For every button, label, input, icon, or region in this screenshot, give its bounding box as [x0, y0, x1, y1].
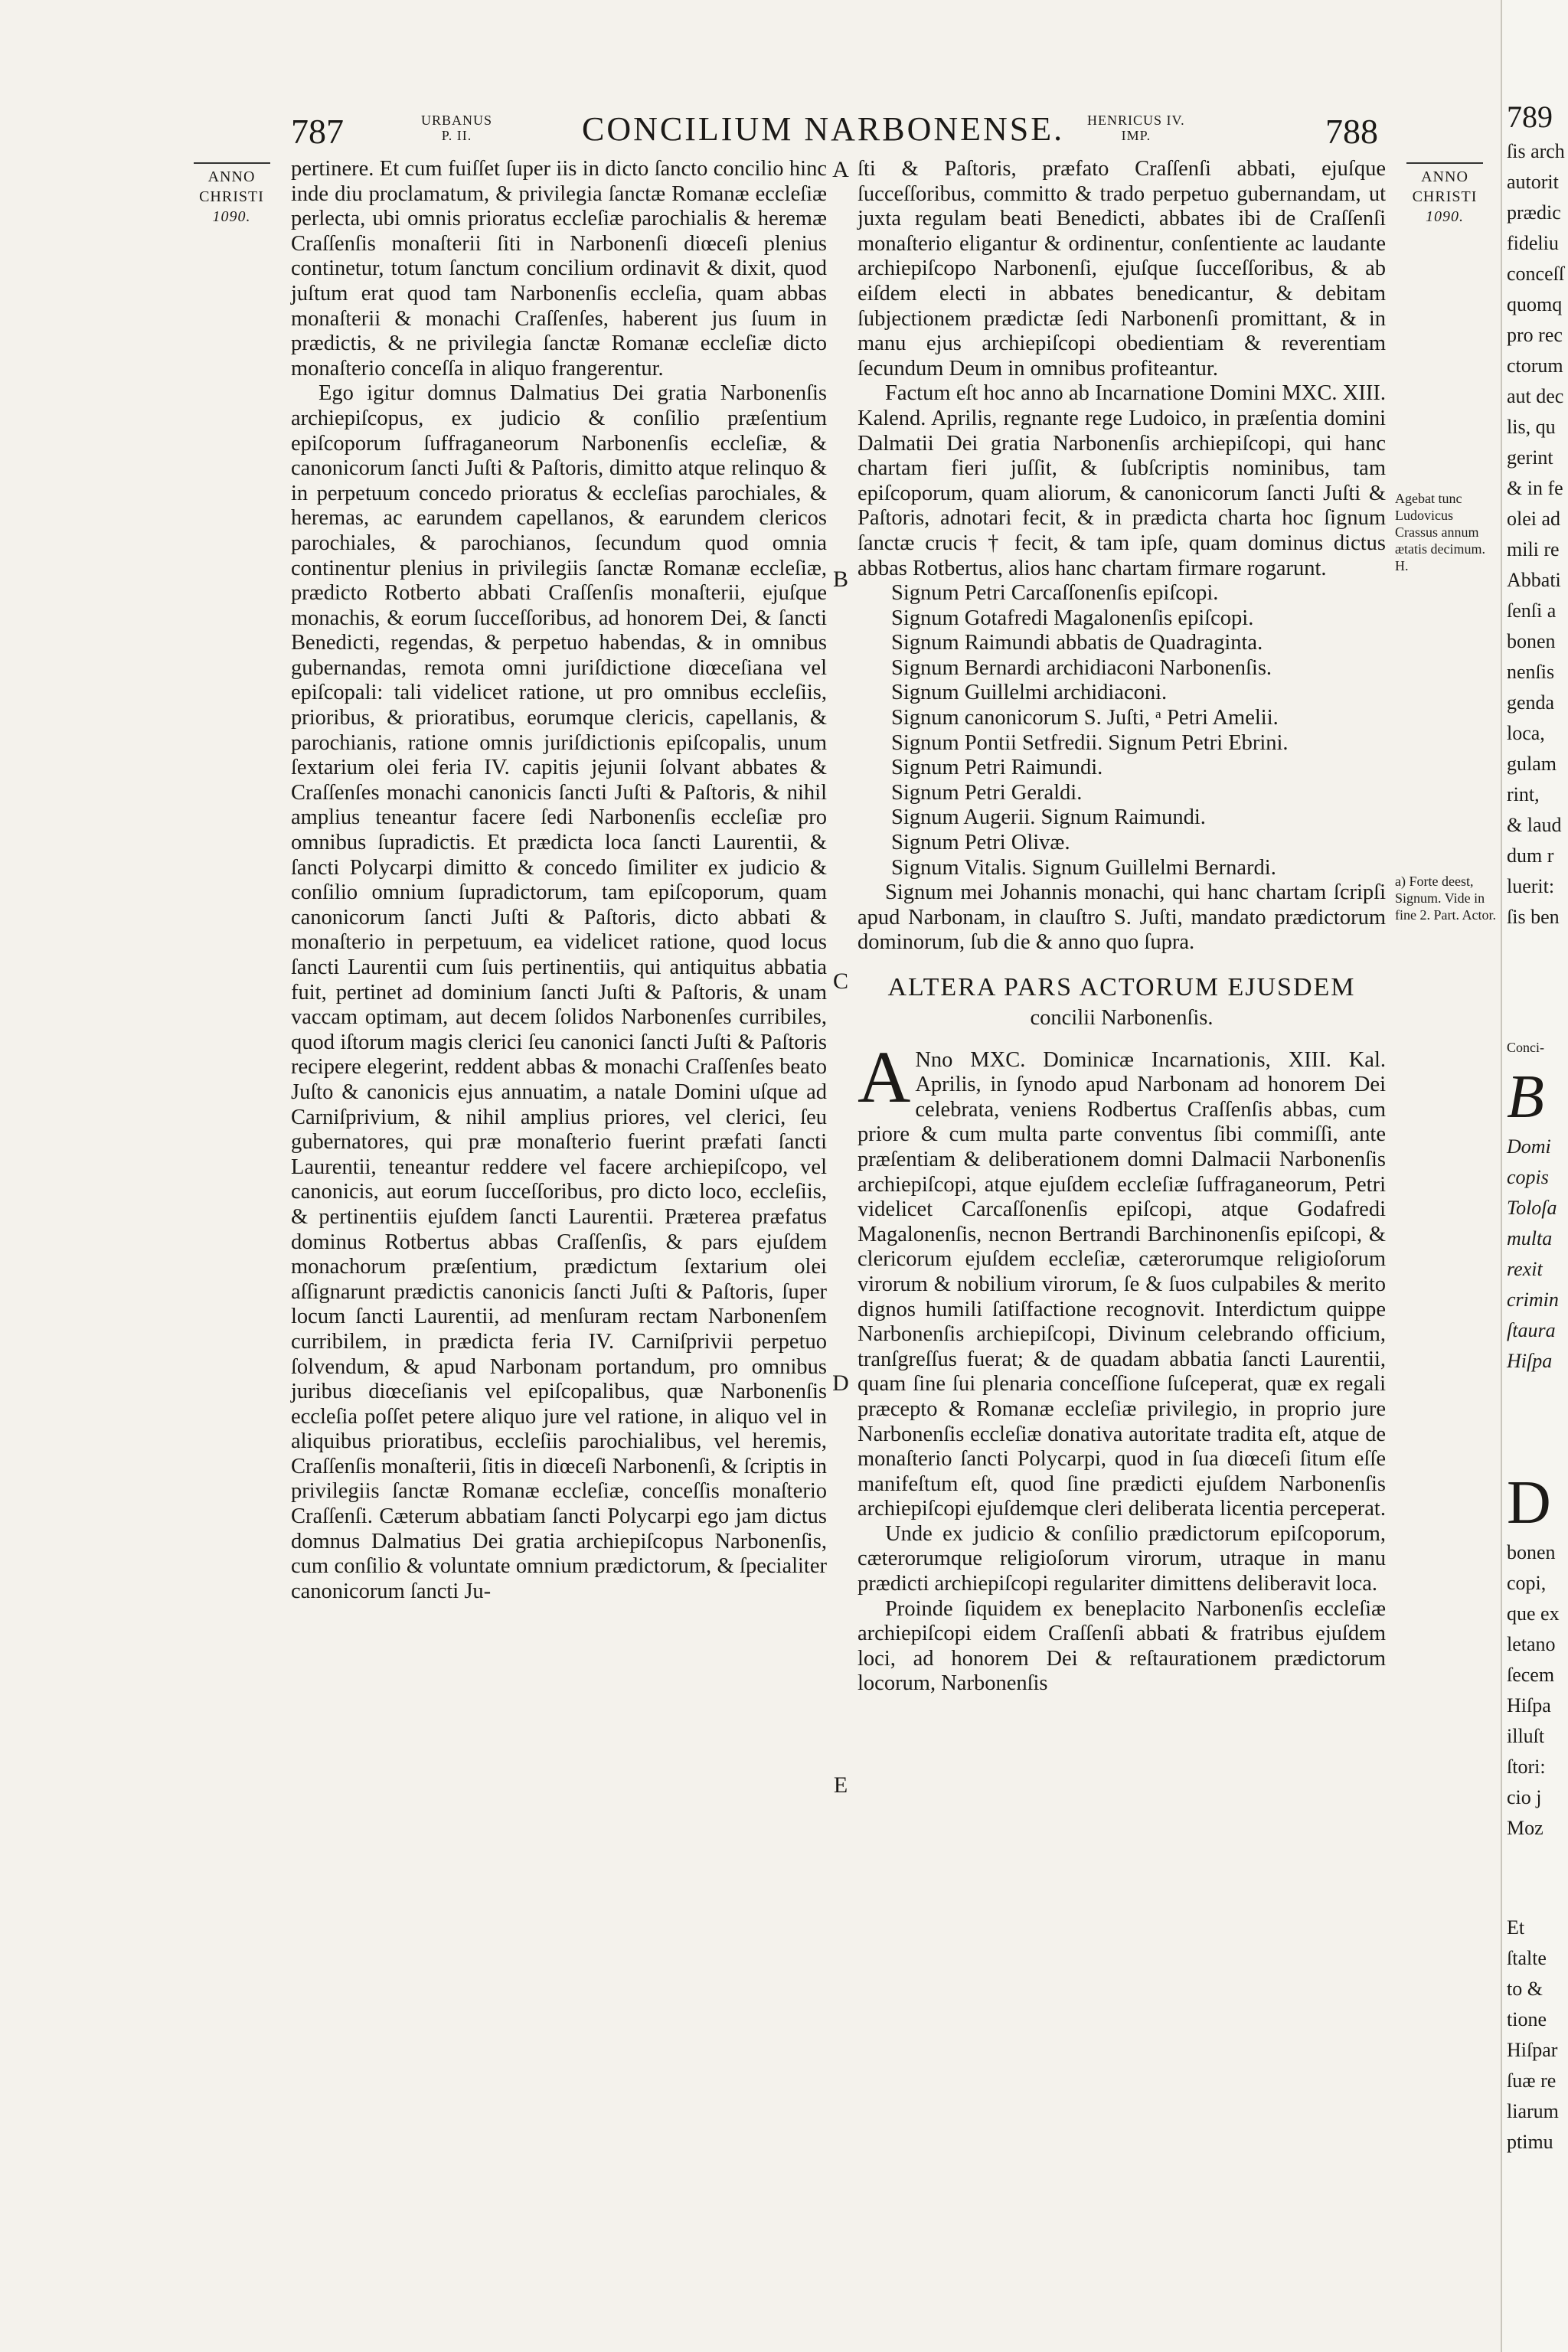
- margin-year-anno: ANNO: [1421, 168, 1468, 185]
- text-column-left: [291, 157, 827, 1604]
- edge-fragment: loca,: [1507, 722, 1545, 744]
- pope-name: URBANUS: [421, 113, 493, 128]
- edge-fragment: pro rec: [1507, 324, 1563, 346]
- section-marker-d: D: [832, 1370, 849, 1396]
- edge-fragment: & laud: [1507, 814, 1562, 836]
- margin-year-christi: CHRISTI: [199, 188, 264, 205]
- signature-line: Signum Guillelmi archidiaconi.: [891, 681, 1168, 705]
- edge-fragment: que ex: [1507, 1602, 1560, 1625]
- edge-fragment: lis, qu: [1507, 416, 1556, 438]
- signature-line: Signum Petri Geraldi.: [891, 780, 1083, 805]
- page-number-right: 788: [1325, 112, 1378, 151]
- edge-fragment: letano: [1507, 1633, 1556, 1655]
- next-page-fragments: [1502, 136, 1568, 933]
- edge-fragment: liarum: [1507, 2100, 1559, 2122]
- edge-fragment: ſtalte: [1507, 1947, 1547, 1969]
- edge-fragment: tione: [1507, 2008, 1547, 2030]
- signature-line: Signum Pontii Setfredii. Signum Petri Ebrini.: [891, 730, 1289, 755]
- edge-fragment: Toloſa: [1507, 1197, 1557, 1219]
- section-title: ALTERA PARS ACTORUM EJUSDEM: [887, 973, 1356, 1001]
- signature-line: Signum Petri Carcaſſonenſis epiſcopi.: [891, 581, 1219, 606]
- text-column-right: [858, 157, 1386, 1697]
- paragraph: Unde ex judicio & conſilio prædictorum epiſcoporum, cæterorumque religioſorum virorum, utraque in manu prædicti archiepiſcopi regulariter dimittens deliberavit loca.: [858, 1521, 1386, 1596]
- section-marker-c: C: [832, 969, 848, 994]
- edge-fragment: ſecem: [1507, 1664, 1555, 1686]
- edge-fragment: Hiſpar: [1507, 2039, 1558, 2061]
- paragraph: Proinde ſiquidem ex beneplacito Narbonenſis eccleſiæ archiepiſcopi eidem Craſſenſi abbati & fratribus ejuſdem loci, ad honorem Dei & reſtaurationem prædictorum locorum, Narbonenſis: [858, 1596, 1386, 1696]
- margin-year-value: 1090.: [1426, 208, 1464, 225]
- margin-year-christi: CHRISTI: [1412, 188, 1478, 205]
- section-marker-b: B: [832, 567, 848, 592]
- edge-fragment: nenſis: [1507, 661, 1555, 683]
- paragraph: Factum eſt hoc anno ab Incarnatione Domini MXC. XIII. Kalend. Aprilis, regnante rege Ludoico, in præſentia domini Dalmatii Dei gratia Narbonenſis archiepiſcopi, qui hanc chartam fieri juſſit, & ſubſcriptis nominibus, tam epiſcoporum, quam aliorum, & canonicorum ſancti Juſti & Paſtoris, adnotari fecit, & in prædicta charta hoc ſignum ſanctæ crucis † fecit, & tam ipſe, quam dominus dictus abbas Rotbertus, alios hanc chartam firmare rogarunt.: [858, 381, 1386, 580]
- edge-fragment: genda: [1507, 691, 1555, 714]
- signature-line: Signum canonicorum S. Juſti, ᵃ Petri Amelii.: [891, 706, 1279, 730]
- emperor-name: HENRICUS IV.: [1087, 113, 1185, 128]
- signature-line: Signum Vitalis. Signum Guillelmi Bernardi.: [891, 855, 1276, 880]
- edge-fragment: to &: [1507, 1978, 1543, 2000]
- page-number-left: 787: [291, 112, 344, 151]
- section-marker-e: E: [833, 1772, 848, 1798]
- edge-fragment: gerint: [1507, 446, 1553, 469]
- margin-year-left: [180, 162, 283, 227]
- emperor-heading: [1087, 113, 1185, 143]
- margin-year-anno: ANNO: [207, 168, 256, 185]
- edge-fragment: ſis arch: [1507, 140, 1565, 162]
- signature-list: [858, 581, 1386, 880]
- edge-fragment: prædic: [1507, 201, 1561, 224]
- pope-heading: [421, 113, 492, 143]
- margin-year-right: [1395, 162, 1494, 227]
- edge-fragment: rint,: [1507, 783, 1540, 805]
- margin-note-agebat: Agebat tunc Ludovicus Crassus annum ætatis decimum. H.: [1395, 491, 1485, 573]
- edge-fragment: ptimu: [1507, 2131, 1553, 2153]
- edge-fragment: ſis ben: [1507, 906, 1560, 928]
- paragraph: Ego igitur domnus Dalmatius Dei gratia Narbonenſis archiepiſcopus, ex judicio & conſilio præſentium epiſcoporum ſuffraganeorum Narbonenſis eccleſiæ, & canonicorum ſancti Juſti & Paſtoris, dimitto atque relinquo & in perpetuum concedo prioratus & eccleſias parochiales, & heremas, ac earundem capellanos, & earundem clericos parochiales, & parochianos, ſecundum quod omnia continentur plenius in privilegiis ſanctæ Romanæ eccleſiæ, prædicto Rotberto abbati Craſſenſis monaſterii, ejuſque monachis, & eorum ſucceſſoribus, ad honorem Dei, & ſancti Benedicti, regendas, & perpetuo habendas, & in omnibus gubernandas, remota omni juriſdictione diœceſiana vel epiſcopali: tali videlicet ratione, ut pro omnibus eccleſiis, prioribus, & prioratibus, eorumque clericis, capellanis, & parochianis, ratione omnis juriſdictionis epiſcopalis, unum ſextarium olei feria IV. capitis jejunii ſolvant abbates & Craſſenſes monachi canonicis ſancti Juſti & Paſtoris, & nihil amplius teneantur facere ſedi Narbonenſis eccleſiæ pro omnibus ſupradictis. Et prædicta loca ſancti Laurentii, & ſancti Polycarpi dimitto & concedo ſimiliter ex judicio & conſilio omnium ſupradictorum, tam epiſcoporum, quam canonicorum ſancti Juſti & Paſtoris, dicto abbati & monaſterio in perpetuum, ea videlicet ratione, quod locus ſancti Laurentii cum ſuis pertinentiis, qui antiquitus abbatia fuit, pertinet ad dominium ſancti Juſti & Paſtoris, & unam vaccam optimam, aut decem ſolidos Narbonenſes curribiles, quod iſtorum magis clerici ſeu canonici ſancti Juſti & Paſtoris recipere elegerint, reddent abbas & monachi Craſſenſes beato Juſto & canonicis ejus annuatim, a natale Domini uſque ad Carniſprivium, & nihil amplius priores, vel clerici, ſeu gubernatores, qui præ monaſterio fuerint præfati ſancti Laurentii, teneantur reddere vel facere archiepiſcopo, vel canonicis, aut eorum ſucceſſoribus, pro dicto loco, eccleſiis, & pertinentiis ejuſdem ſancti Laurentii. Præterea præfatus dominus Rotbertus abbas Craſſenſis, & pars ejuſdem monachorum præſentium, prædictum ſextarium olei aſſignarunt prædictis canonicis ſancti Juſti & Paſtoris, ſuper locum ſancti Laurentii, ad menſuram rectam Narbonenſem curribilem, in prædicta feria IV. Carniſprivii perpetuo ſolvendum, & apud Narbonam portandum, pro omnibus juribus diœceſianis vel epiſcopalibus, quæ Narbonenſis eccleſia poſſet petere aliquo jure vel ratione, in aliquo vel in aliquibus prioratibus, eccleſiis parochialibus, vel heremis, Craſſenſis monaſterii, ſitis in diœceſi Narbonenſi, & ſcriptis in privilegiis ſanctæ Romanæ eccleſiæ, conceſſis monaſterio Craſſenſi. Cæterum abbatiam ſancti Polycarpi ego jam dictus domnus Dalmatius Dei gratia archiepiſcopus Narbonenſis, cum conſilio & voluntate omnium prædictorum, & ſpecialiter canonicorum ſancti Ju-: [291, 381, 827, 1603]
- edge-fragment: luerit:: [1507, 875, 1555, 897]
- next-page-edge: [1501, 0, 1568, 2352]
- drop-cap: A: [858, 1035, 911, 1118]
- edge-fragment: cio j: [1507, 1786, 1542, 1808]
- edge-fragment: bonen: [1507, 1541, 1556, 1563]
- edge-fragment: multa: [1507, 1227, 1553, 1250]
- edge-fragment: conceſſ: [1507, 263, 1565, 285]
- edge-fragment: fideliu: [1507, 232, 1559, 254]
- next-page-italic-fragments: [1502, 1132, 1568, 1377]
- signature-line: Signum Bernardi archidiaconi Narbonenſis.: [891, 655, 1272, 680]
- next-page-number: 789: [1507, 100, 1553, 134]
- edge-fragment: Moz: [1507, 1817, 1544, 1839]
- section-subtitle: concilii Narbonenſis.: [1030, 1006, 1214, 1030]
- edge-fragment: Abbati: [1507, 569, 1561, 591]
- next-page-drop-cap-b: B: [1507, 1063, 1544, 1131]
- edge-fragment: ctorum: [1507, 354, 1563, 377]
- edge-fragment: ſtaura: [1507, 1319, 1556, 1341]
- edge-fragment: & in fe: [1507, 477, 1563, 499]
- edge-fragment: ſuæ re: [1507, 2069, 1557, 2092]
- edge-fragment: gulam: [1507, 753, 1557, 775]
- edge-fragment: dum r: [1507, 844, 1554, 867]
- signature-line: Signum Petri Raimundi.: [891, 756, 1103, 780]
- next-page-lower-fragments: [1502, 1537, 1568, 1844]
- paragraph: pertinere. Et cum fuiſſet ſuper iis in dicto ſancto concilio hinc inde diu proclamatum, & privilegia ſanctæ Romanæ eccleſiæ perlecta, ubi omnis prioratus eccleſiæ parochialis & heremæ Craſſenſis monaſterii ſiti in Narbonenſi diœceſi plenius continetur, totum ſanctum concilium ordinavit & dixit, quod juſtum erat quod tam Narbonenſis eccleſia, quam abbas monaſterii & monachi Craſſenſes, haberent jus ſuum in prædictis, & ne privilegia ſanctæ Romanæ eccleſiæ dicto monaſterio conceſſa in aliquo frangerentur.: [291, 157, 827, 381]
- pope-number: P. II.: [441, 128, 472, 143]
- running-title: CONCILIUM NARBONENSE.: [582, 110, 1065, 148]
- signature-line: Signum Raimundi abbatis de Quadraginta.: [891, 631, 1263, 655]
- paragraph-text: Nno MXC. Dominicæ Incarnationis, XIII. Kal. Aprilis, in ſynodo apud Narbonam ad honorem Dei celebrata, veniens Rodbertus Craſſenſis abbas, cum priore & cum multa parte conventus ſibi commiſſi, ante præſentiam & deliberationem domni Dalmacii Narbonenſis archiepiſcopi, atque ejuſdem eccleſiæ ſuffraganeorum, Petri videlicet Carcaſſonenſis epiſcopi, atque Godafredi Magalonenſis, necnon Bertrandi Barchinonenſis epiſcopi, & clericorum ejuſdem eccleſiæ, cæterorumque religioſorum virorum & nobilium virorum, ſe & ſuos culpabiles & merito dignos humili ſatiſfactione recognovit. Interdictum quippe Narbonenſis archiepiſcopi, Divinum celebrando officium, tranſgreſſus fuerat; & de quadam abbatia ſancti Laurentii, quam ſine ſui plenaria conceſſione ſuſceperat, quæ ex regali præcepto & Romanæ eccleſiæ privilegio, in proprio jure Narbonenſis eccleſiæ donativa autoritate tradita eſt, atque de monaſterio ſancti Polycarpi, quod in ſua diœceſi ſitum eſſe manifeſtum eſt, quod ſine prædicti ejuſdem Narbonenſis archiepiſcopi ejuſdemque cleri deliberata licentia perceperat.: [858, 1047, 1386, 1521]
- emperor-title: IMP.: [1121, 128, 1152, 143]
- edge-fragment: Hiſpa: [1507, 1694, 1551, 1717]
- edge-fragment: copis: [1507, 1166, 1549, 1188]
- page-header: [291, 103, 1378, 157]
- paragraph: [858, 1035, 1386, 1522]
- signature-line: Signum Gotafredi Magalonenſis epiſcopi.: [891, 606, 1254, 630]
- edge-fragment: Domi: [1507, 1135, 1551, 1158]
- next-page-margin-note: Conci-: [1507, 1040, 1544, 1055]
- signature-line: Signum Augerii. Signum Raimundi.: [891, 805, 1206, 830]
- edge-fragment: bonen: [1507, 630, 1556, 652]
- edge-fragment: quomq: [1507, 293, 1563, 315]
- margin-note-forte: a) Forte deest, Signum. Vide in fine 2. Part. Actor.: [1395, 874, 1496, 923]
- edge-fragment: crimin: [1507, 1289, 1559, 1311]
- edge-fragment: Et: [1507, 1916, 1525, 1939]
- edge-fragment: copi,: [1507, 1572, 1547, 1594]
- next-page-drop-cap-d: D: [1507, 1469, 1551, 1537]
- edge-fragment: illuſt: [1507, 1725, 1545, 1747]
- edge-fragment: Hiſpa: [1507, 1350, 1553, 1372]
- edge-fragment: rexit: [1507, 1258, 1543, 1280]
- section-marker-a: A: [832, 157, 849, 182]
- edge-fragment: mili re: [1507, 538, 1560, 560]
- paragraph: ſti & Paſtoris, præfato Craſſenſi abbati, ejuſque ſucceſſoribus, committo & trado perpetuo gubernandam, ut juxta regulam beati Benedicti, abbates ibi de Craſſenſi monaſterio eligantur & ordinentur, conſentiente ac laudante archiepiſcopo Narbonenſi, ejuſque ſucceſſoribus, & ab eiſdem electi in abbates benedicantur, & debitam ſubjectionem prædictæ ſedi Narbonenſi promittant, & in manu ejus archiepiſcopi obedientiam & reverentiam ſecundum Deum in omnibus profiteantur.: [858, 157, 1386, 381]
- signature-line: Signum Petri Olivæ.: [891, 831, 1070, 855]
- next-page-bottom-fragments: [1502, 1913, 1568, 2158]
- margin-year-value: 1090.: [212, 208, 251, 225]
- edge-fragment: autorit: [1507, 171, 1559, 193]
- edge-fragment: ſtori:: [1507, 1756, 1546, 1778]
- edge-fragment: aut dec: [1507, 385, 1564, 407]
- edge-fragment: olei ad: [1507, 508, 1561, 530]
- closing-signature: Signum mei Johannis monachi, qui hanc chartam ſcripſi apud Narbonam, in clauſtro S. Juſti, mandato prædictorum dominorum, ſub die & anno quo ſupra.: [858, 880, 1386, 955]
- edge-fragment: ſenſi a: [1507, 599, 1557, 622]
